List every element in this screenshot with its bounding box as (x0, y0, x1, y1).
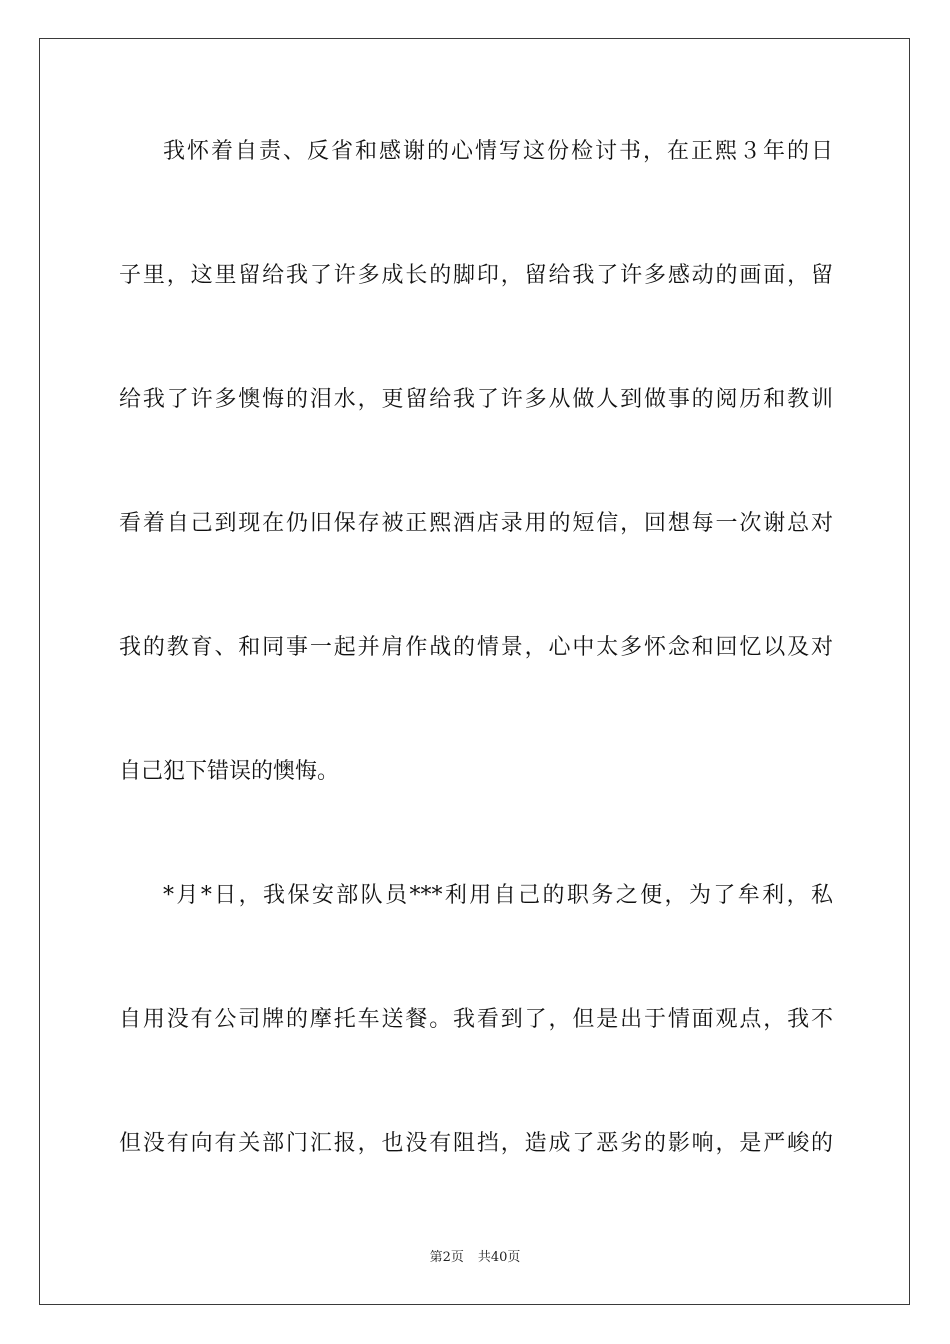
paragraph-1-line-1: 我怀着自责、反省和感谢的心情写这份检讨书，在正熙３年的日 (163, 139, 833, 164)
page-total: 共40页 (477, 1250, 521, 1265)
paragraph-1-line-5: 我的教育、和同事一起并肩作战的情景，心中太多怀念和回忆以及对 (119, 635, 833, 660)
page-frame (39, 38, 910, 1305)
paragraph-1-line-4: 看着自己到现在仍旧保存被正熙酒店录用的短信，回想每一次谢总对 (119, 511, 833, 536)
page-footer (0, 1246, 950, 1265)
paragraph-2-line-1: *月*日，我保安部队员***利用自己的职务之便，为了牟利，私 (163, 883, 833, 908)
paragraph-1-line-6: 自己犯下错误的懊悔。 (119, 759, 340, 784)
paragraph-1-line-2: 子里，这里留给我了许多成长的脚印，留给我了许多感动的画面，留 (119, 263, 833, 288)
page-number: 第2页 (429, 1250, 464, 1265)
paragraph-2-line-2: 自用没有公司牌的摩托车送餐。我看到了，但是出于情面观点，我不 (119, 1007, 833, 1032)
paragraph-2-line-3: 但没有向有关部门汇报，也没有阻挡，造成了恶劣的影响，是严峻的 (119, 1131, 833, 1156)
paragraph-1-line-3: 给我了许多懊悔的泪水，更留给我了许多从做人到做事的阅历和教训 (119, 387, 833, 412)
